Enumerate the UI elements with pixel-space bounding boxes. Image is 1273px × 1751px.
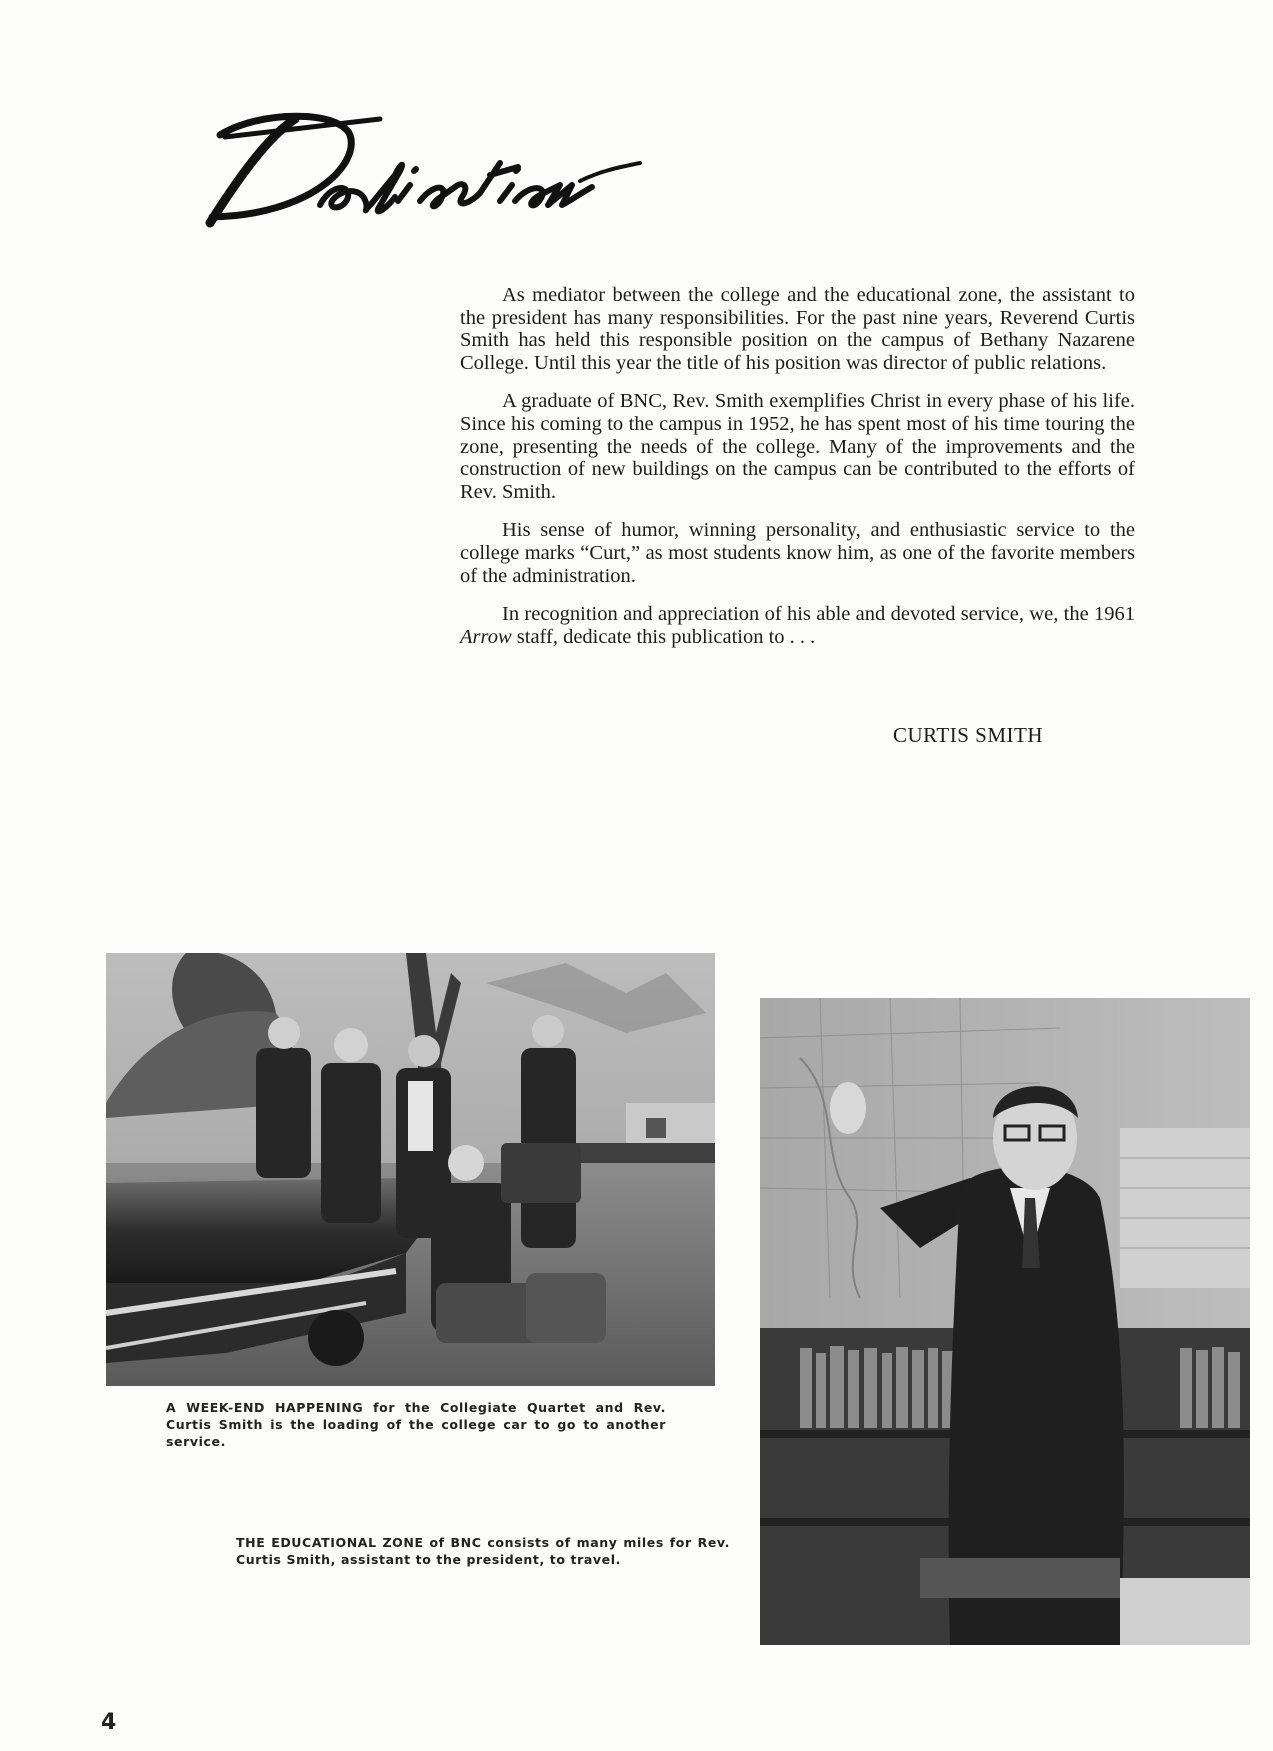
caption-right-lead: THE EDUCATIONAL ZONE — [236, 1535, 424, 1550]
caption-left-lead: A WEEK-END HAPPENING — [166, 1400, 364, 1415]
article-paragraph-3: His sense of humor, winning personality, and enthusiastic service to the college marks “Curt,” as most students know him, as one of the favorite members of the administration. — [460, 519, 1135, 587]
dedication-script-logo — [200, 105, 680, 235]
dedication-article — [460, 284, 1135, 648]
page-number: 4 — [101, 1710, 117, 1735]
caption-right-text: of BNC consists of many miles for Rev. Curtis Smith, assistant to the president, to travel. — [236, 1535, 730, 1567]
caption-left-text: for the Collegiate Quartet and Rev. Curtis Smith is the loading of the college car to go to another service. — [166, 1400, 666, 1449]
article-paragraph-2: A graduate of BNC, Rev. Smith exemplifies Christ in every phase of his life. Since his coming to the campus in 1952, he has spent most of his time touring the zone, presenting the needs of the college. Many of the improvements and the construction of new buildings on the campus can be contributed to the efforts of Rev. Smith. — [460, 390, 1135, 503]
caption-educational-zone-photo — [236, 1534, 730, 1568]
photo-quartet-loading-car — [106, 953, 715, 1386]
article-paragraph-1: As mediator between the college and the educational zone, the assistant to the president has many responsibilities. For the past nine years, Reverend Curtis Smith has held this responsible position on the campus of Bethany Nazarene College. Until this year the title of his position was director of public relations. — [460, 284, 1135, 374]
dedication-heading — [200, 105, 680, 235]
closing-text-before: In recognition and appreciation of his able and devoted service, we, the 1961 — [502, 603, 1135, 626]
caption-quartet-photo — [166, 1399, 666, 1450]
dedicatee-name: CURTIS SMITH — [893, 723, 1044, 747]
article-paragraph-closing — [460, 603, 1135, 648]
closing-text-after: staff, dedicate this publication to . . . — [511, 625, 816, 648]
closing-text-italic: Arrow — [460, 625, 512, 648]
photo-rev-smith-pointing-map — [760, 998, 1250, 1645]
